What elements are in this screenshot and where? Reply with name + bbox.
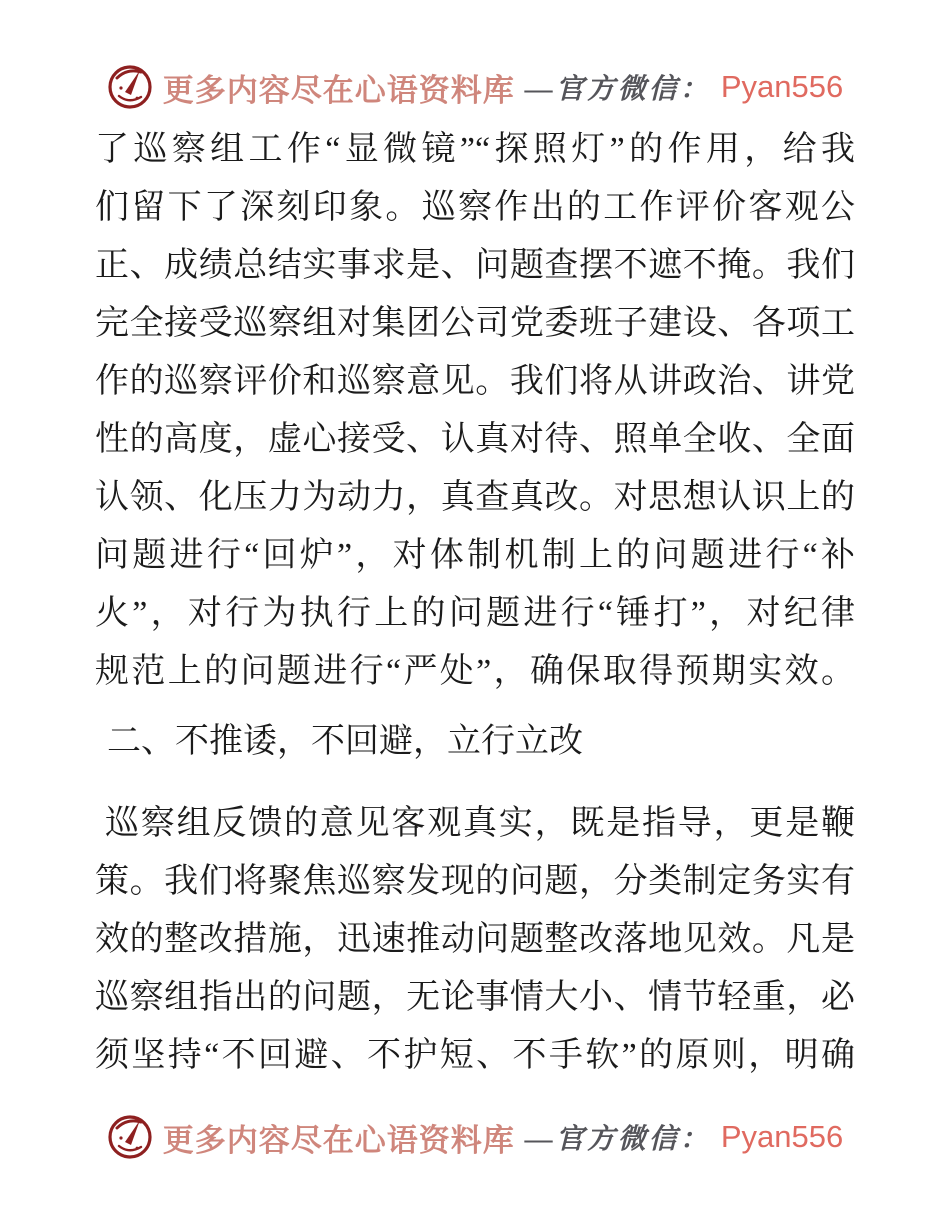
watermark-brand-text: 更多内容尽在心语资料库 xyxy=(162,1122,515,1158)
text-line: 效的整改措施，迅速推动问题整改落地见效。凡是 xyxy=(95,921,855,958)
text-line: 正、成绩总结实事求是、问题查摆不遮不掩。我们 xyxy=(95,247,855,284)
text-line: 策。我们将聚焦巡察发现的问题，分类制定务实有 xyxy=(95,863,855,900)
text-line: 火”，对行为执行上的问题进行“锤打”，对纪律 xyxy=(95,595,855,632)
xinyu-logo-icon xyxy=(107,1114,153,1160)
text-line: 了巡察组工作“显微镜”“探照灯”的作用，给我 xyxy=(95,131,855,168)
xinyu-logo-icon xyxy=(107,64,153,110)
watermark-wechat-label: —官方微信： xyxy=(524,1124,711,1155)
header-watermark xyxy=(0,64,950,110)
text-line: 性的高度，虚心接受、认真对待、照单全收、全面 xyxy=(95,421,855,458)
watermark-brand-text: 更多内容尽在心语资料库 xyxy=(162,72,515,108)
footer-watermark xyxy=(0,1114,950,1160)
text-line: 问题进行“回炉”，对体制机制上的问题进行“补 xyxy=(95,537,855,574)
watermark-wechat-id: Pyan556 xyxy=(720,1119,844,1154)
text-line: 完全接受巡察组对集团公司党委班子建设、各项工 xyxy=(95,305,855,342)
text-line: 巡察组指出的问题，无论事情大小、情节轻重，必 xyxy=(95,979,855,1016)
text-line: 们留下了深刻印象。巡察作出的工作评价客观公 xyxy=(95,189,855,226)
text-line: 巡察组反馈的意见客观真实，既是指导，更是鞭 xyxy=(105,805,855,842)
section-heading: 二、不推诿，不回避，立行立改 xyxy=(107,723,583,760)
document-body xyxy=(95,121,855,1085)
text-line: 须坚持“不回避、不护短、不手软”的原则，明确 xyxy=(95,1037,855,1074)
text-line: 认领、化压力为动力，真查真改。对思想认识上的 xyxy=(95,479,855,516)
watermark-wechat-id: Pyan556 xyxy=(720,69,844,104)
watermark-wechat-label: —官方微信： xyxy=(524,74,711,105)
text-line: 规范上的问题进行“严处”，确保取得预期实效。 xyxy=(95,653,855,690)
text-line: 作的巡察评价和巡察意见。我们将从讲政治、讲党 xyxy=(95,363,855,400)
